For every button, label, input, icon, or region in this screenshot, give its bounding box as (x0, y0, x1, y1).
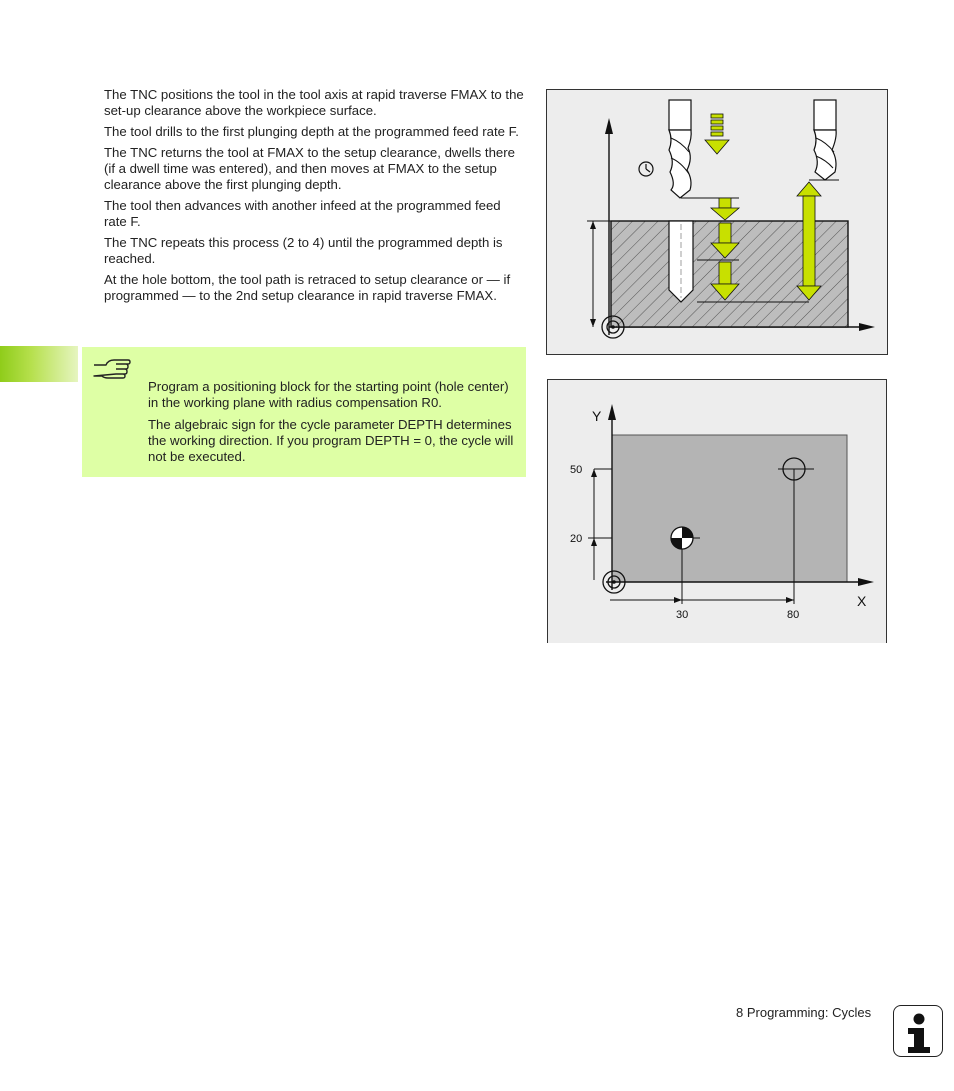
drill-tool-right (814, 100, 836, 180)
feed-arrow (705, 114, 729, 154)
chapter-side-tab (0, 346, 78, 382)
note-item: The algebraic sign for the cycle parameter DEPTH determines the working direction. If you program DEPTH = 0, the cycle will not be executed. (148, 417, 514, 464)
x-axis-arrow (858, 578, 874, 586)
plunge-arrow (711, 198, 739, 220)
info-glyph (894, 1006, 944, 1058)
step-3: The TNC returns the tool at FMAX to the setup clearance, dwells there (if a dwell time was entered), and then moves at FMAX to the setup clearance above the first plunging depth. (104, 145, 515, 192)
peck-drilling-diagram (547, 90, 889, 356)
hole-position-diagram (548, 380, 888, 644)
z-axis-arrow (605, 118, 613, 134)
x-tick-label: 80 (787, 609, 800, 621)
step-5: The TNC repeats this process (2 to 4) until the programmed depth is reached. (104, 235, 503, 266)
info-icon[interactable] (893, 1005, 943, 1057)
step-1: The TNC positions the tool in the tool axis at rapid traverse FMAX to the set-up clearance above the workpiece surface. (104, 87, 524, 118)
x-tick-label: 30 (676, 609, 689, 621)
drill-tool-left (669, 100, 691, 198)
step-6: At the hole bottom, the tool path is retraced to setup clearance or — if programmed — to the 2nd setup clearance in rapid traverse FMAX. (104, 272, 511, 303)
hole-position-figure (547, 379, 887, 643)
y-tick-label: 20 (570, 533, 583, 545)
note-box (82, 347, 526, 477)
x-axis-label: X (857, 593, 867, 609)
step-4: The tool then advances with another infeed at the programmed feed rate F. (104, 198, 501, 229)
peck-drilling-figure (546, 89, 888, 355)
y-axis-arrow (608, 404, 616, 420)
step-2: The tool drills to the first plunging depth at the programmed feed rate F. (104, 124, 519, 139)
chapter-footer-title: 8 Programming: Cycles (736, 1005, 872, 1020)
x-axis-arrow (859, 323, 875, 331)
dwell-clock-icon (639, 162, 653, 176)
note-text (148, 379, 522, 471)
note-item: Program a positioning block for the starting point (hole center) in the working plane with radius compensation R0. (148, 379, 509, 410)
workpiece (612, 435, 847, 582)
pointing-hand-icon (92, 357, 132, 381)
y-tick-label: 50 (570, 464, 583, 476)
procedure-steps (104, 87, 524, 309)
y-axis-label: Y (592, 408, 602, 424)
